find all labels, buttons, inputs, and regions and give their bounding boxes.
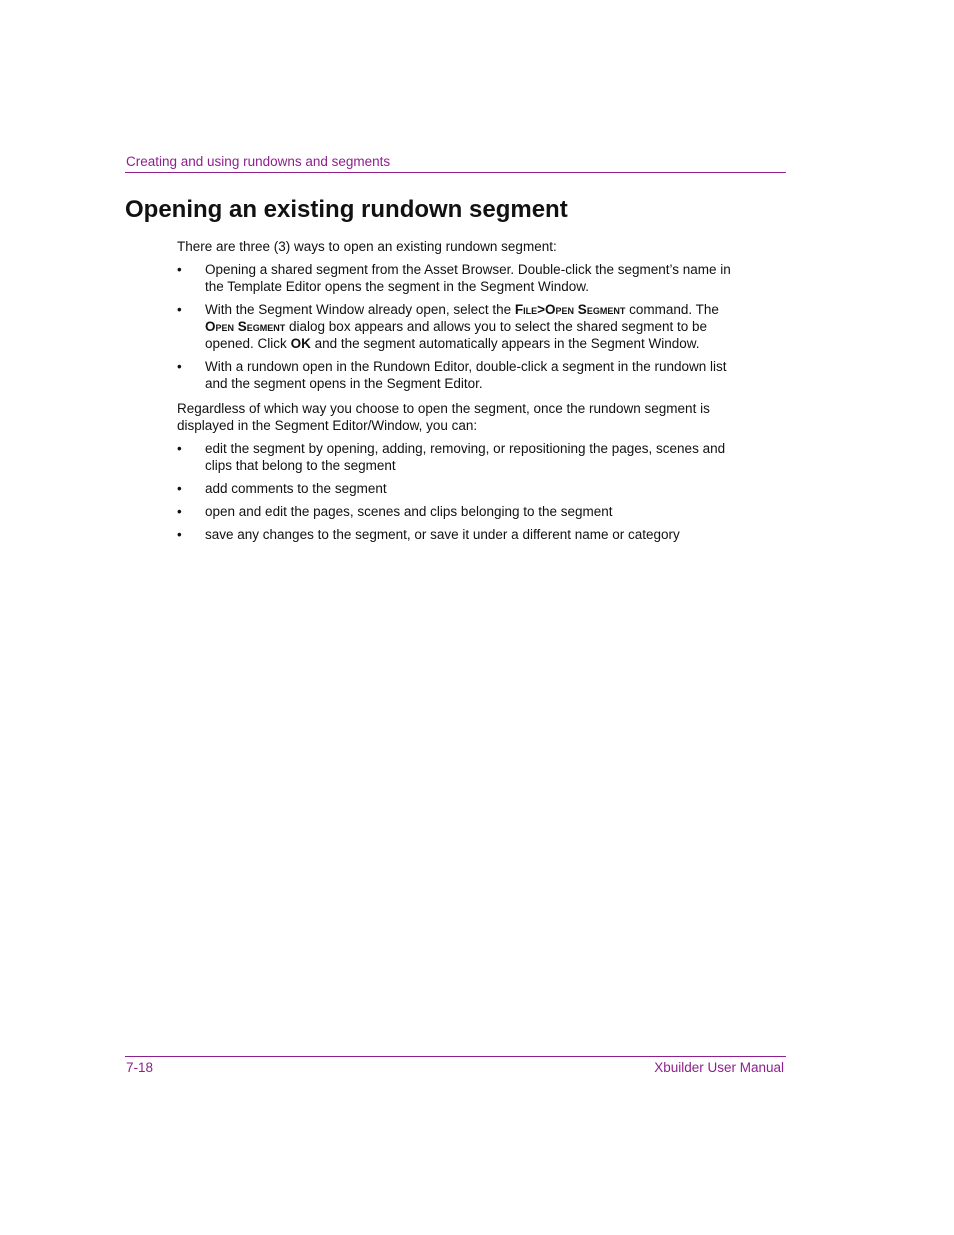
bullet: •: [177, 302, 182, 317]
menu-command: File>Open Segment: [514, 302, 626, 317]
ways-list: [177, 261, 737, 392]
list-item: • Opening a shared segment from the Asset Browser. Double-click the segment’s name in the Template Editor opens the segment in the Segment Window.: [177, 262, 731, 294]
bullet: •: [177, 359, 182, 374]
list-item: • add comments to the segment: [177, 481, 387, 496]
intro-paragraph: There are three (3) ways to open an existing rundown segment:: [177, 239, 557, 254]
list-item: • With a rundown open in the Rundown Editor, double-click a segment in the rundown list and the segment opens in the Segment Editor.: [177, 359, 727, 391]
dialog-name: Open Segment: [205, 319, 286, 334]
list-item: • save any changes to the segment, or save it under a different name or category: [177, 527, 680, 542]
list-item: • With the Segment Window already open, select the File>Open Segment command. The Open Segment dialog box appears and allows you to select the shared segment to be opened. Click OK and the segment automatically appears in the Segment Window.: [177, 302, 719, 351]
list-item: • edit the segment by opening, adding, removing, or repositioning the pages, scenes and clips that belong to the segment: [177, 441, 726, 473]
body-content: [177, 238, 737, 551]
capabilities-list: [177, 440, 737, 543]
running-header: Creating and using rundowns and segments: [126, 154, 391, 169]
bullet: •: [177, 262, 182, 277]
section-title: Opening an existing rundown segment: [125, 196, 568, 223]
bullet: •: [177, 504, 182, 519]
bullet: •: [177, 481, 182, 496]
ok-label: OK: [290, 336, 311, 351]
page-number: 7-18: [126, 1060, 154, 1075]
header-rule: [125, 172, 786, 173]
regardless-paragraph: Regardless of which way you choose to open the segment, once the rundown segment is displayed in the Segment Editor/Window, you can:: [177, 401, 710, 433]
list-item: • open and edit the pages, scenes and clips belonging to the segment: [177, 504, 613, 519]
manual-title: Xbuilder User Manual: [654, 1060, 784, 1075]
footer-rule: [125, 1056, 786, 1057]
bullet: •: [177, 441, 182, 456]
bullet: •: [177, 527, 182, 542]
